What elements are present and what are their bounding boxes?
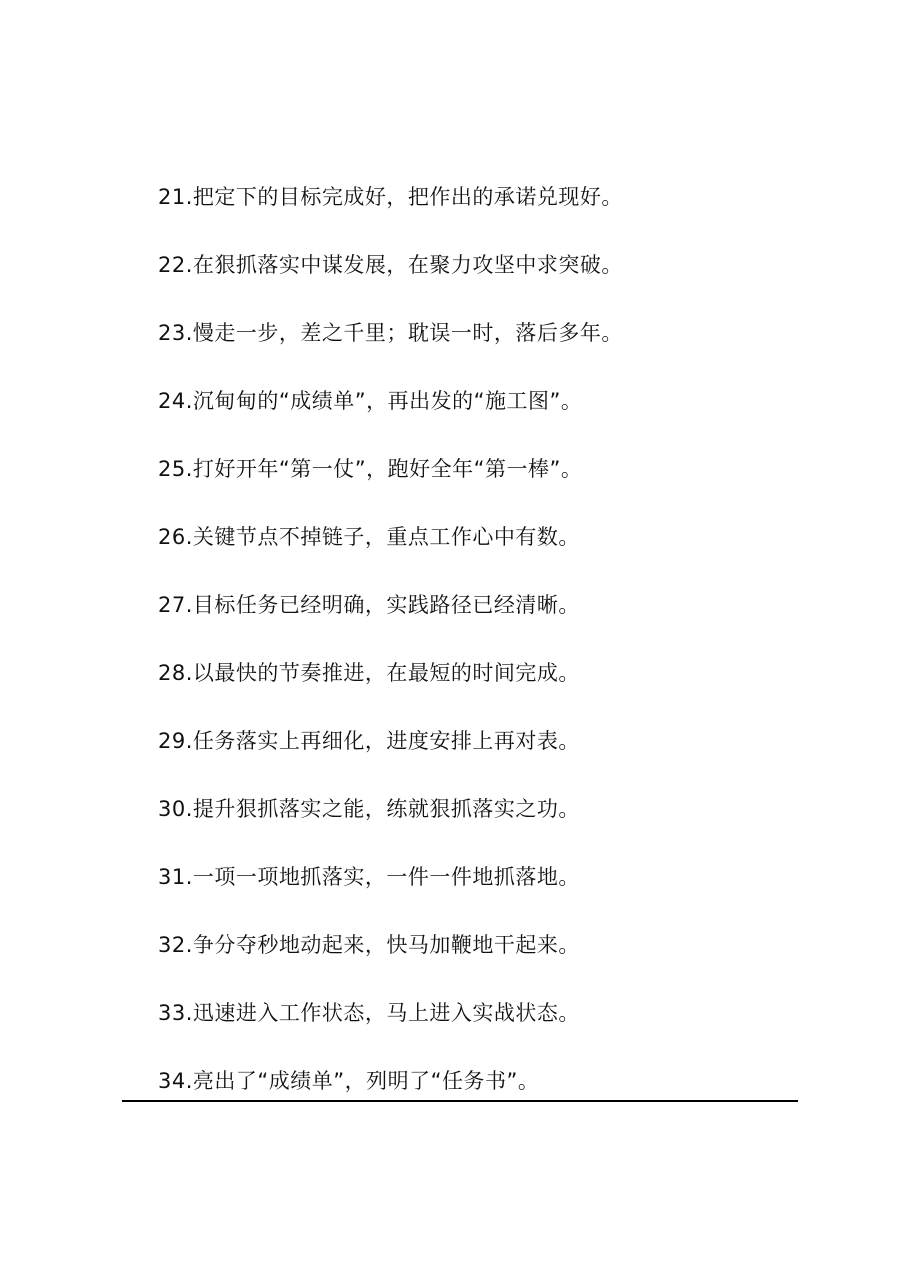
slogan-line-25: 25.打好开年“第一仗”，跑好全年“第一棒”。 <box>158 457 583 481</box>
slogan-line-22: 22.在狠抓落实中谋发展，在聚力攻坚中求突破。 <box>158 253 623 277</box>
slogan-line-32: 32.争分夺秒地动起来，快马加鞭地干起来。 <box>158 933 580 957</box>
slogan-line-23: 23.慢走一步，差之千里；耽误一时，落后多年。 <box>158 321 623 345</box>
slogan-line-28: 28.以最快的节奏推进，在最短的时间完成。 <box>158 661 580 685</box>
slogan-line-31: 31.一项一项地抓落实，一件一件地抓落地。 <box>158 865 580 889</box>
slogan-line-33: 33.迅速进入工作状态，马上进入实战状态。 <box>158 1001 580 1025</box>
slogan-list <box>158 180 623 1132</box>
slogan-line-21: 21.把定下的目标完成好，把作出的承诺兑现好。 <box>158 185 623 209</box>
footer-divider <box>122 1100 798 1102</box>
slogan-line-29: 29.任务落实上再细化，进度安排上再对表。 <box>158 729 580 753</box>
slogan-line-34: 34.亮出了“成绩单”，列明了“任务书”。 <box>158 1069 540 1093</box>
slogan-line-27: 27.目标任务已经明确，实践路径已经清晰。 <box>158 593 580 617</box>
slogan-line-26: 26.关键节点不掉链子，重点工作心中有数。 <box>158 525 580 549</box>
slogan-line-30: 30.提升狠抓落实之能，练就狠抓落实之功。 <box>158 797 580 821</box>
slogan-line-24: 24.沉甸甸的“成绩单”，再出发的“施工图”。 <box>158 389 583 413</box>
